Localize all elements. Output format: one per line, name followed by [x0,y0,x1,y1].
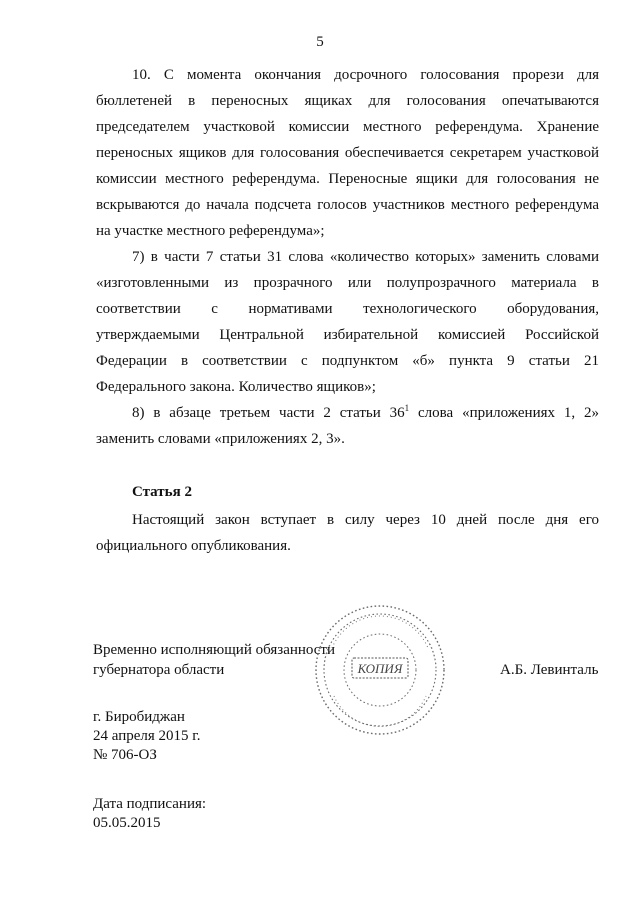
paragraph-8 [96,400,599,452]
paragraph-8-after: слова «приложениях 1, 2» заменить словами «приложениях 2, 3». [96,405,599,447]
stamp-text: КОПИЯ [357,661,403,676]
law-date: 24 апреля 2015 г. [93,728,201,744]
signatory-position [93,640,335,680]
article-2-body [96,507,599,559]
signing-date-block [93,795,206,833]
paragraph-8-superscript: 1 [404,403,410,413]
city: г. Биробиджан [93,709,185,725]
signing-label: Дата подписания: [93,796,207,812]
law-number: № 706-ОЗ [93,747,157,763]
paragraph-8-before: 8) в абзаце третьем части 2 статьи 36 [132,405,405,421]
article-2-heading: Статья 2 [132,484,192,500]
place-and-date [93,708,201,765]
official-stamp [310,600,450,740]
signing-date: 05.05.2015 [93,815,161,831]
signatory-name: А.Б. Левинталь [500,662,599,678]
article-2-text: Настоящий закон вступает в силу через 10 дней после дня его официального опубликования. [96,512,599,554]
paragraph-10: 10. С момента окончания досрочного голосования прорези для бюллетеней в переносных ящиках для голосования опечатываются председателем участковой комиссии местного референдума. Хранение переносных ящиков для голосования обеспечивается секретарем участковой комиссии местного референдума. Переносные ящики для голосования не вскрываются до начала подсчета голосов участников местного референдума на участке местного референдума»; [96,67,599,239]
page-number: 5 [316,34,324,50]
paragraph-7: 7) в части 7 статьи 31 слова «количество которых» заменить словами «изготовленными из прозрачного или полупрозрачного материала в соответствии с нормативами технологического оборудования, утверждаемыми Центральной избирательной комиссией Российской Федерации в соответствии с подпунктом «б» пункта 9 статьи 21 Федерального закона. Количество ящиков»; [96,249,599,395]
amendments-body [96,62,599,452]
signatory-position-line2: губернатора области [93,662,225,678]
signatory-position-line1: Временно исполняющий обязанности [93,642,336,658]
